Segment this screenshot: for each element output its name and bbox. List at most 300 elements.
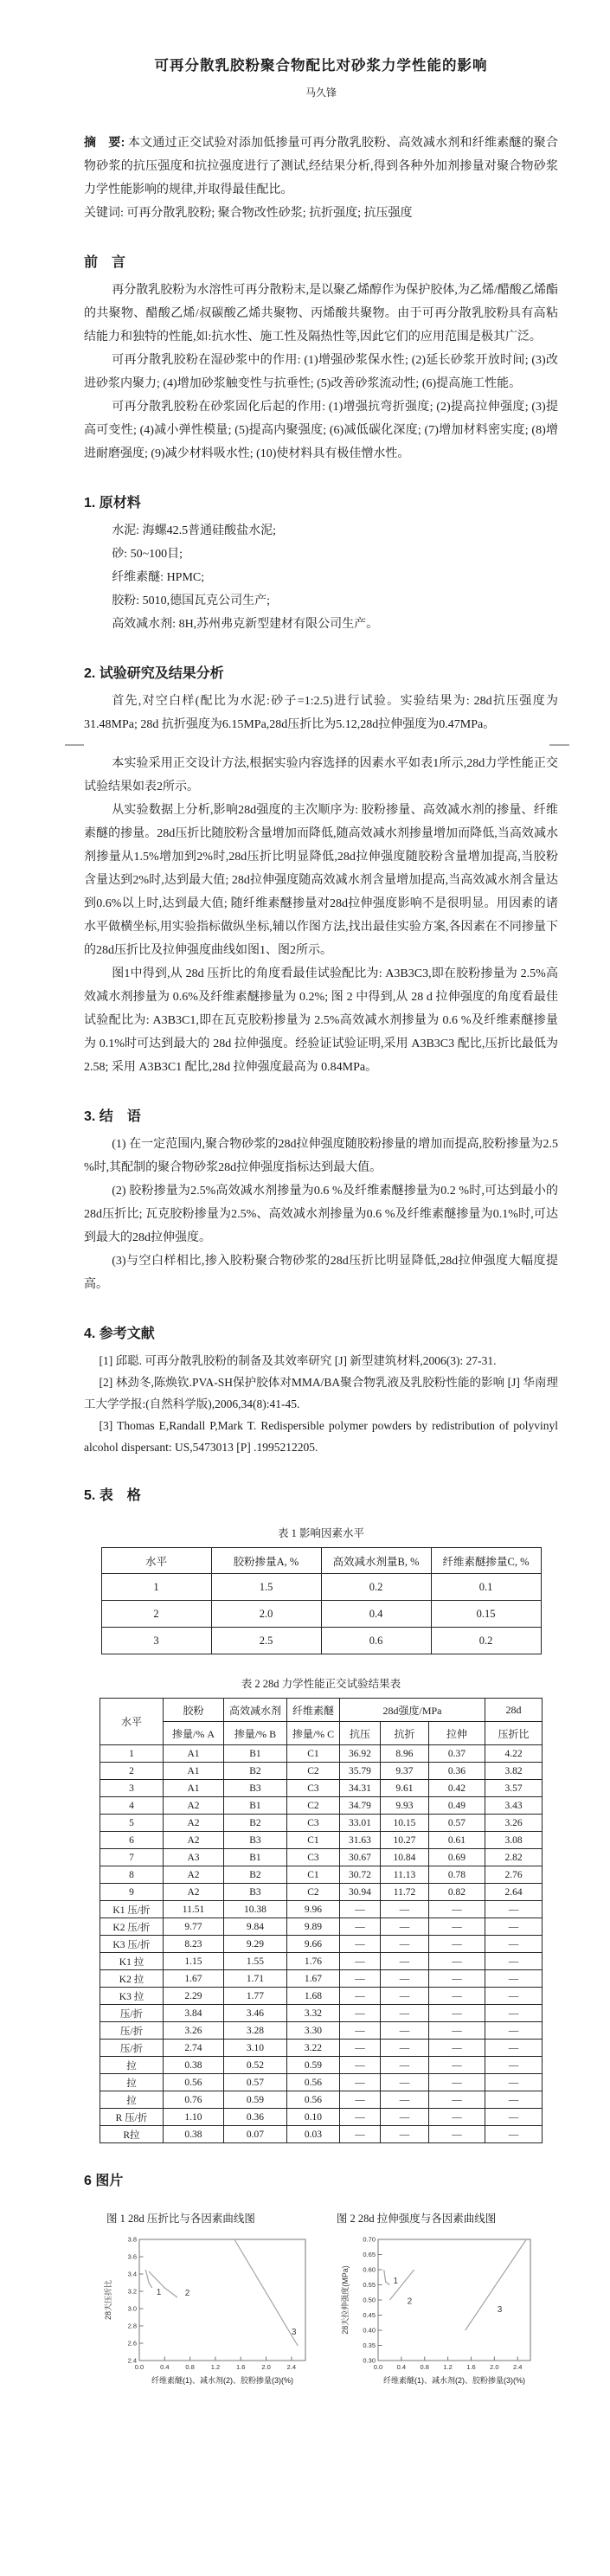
table-header-cell: 胶粉掺量A, % [211, 1548, 321, 1574]
table-cell: 0.82 [428, 1884, 485, 1901]
table-cell: 30.67 [339, 1849, 380, 1866]
table-cell: — [485, 1988, 543, 2005]
table-cell: C2 [286, 1763, 339, 1780]
table-cell: C2 [286, 1797, 339, 1815]
svg-text:0.70: 0.70 [363, 2235, 376, 2244]
table2-orthogonal-results [100, 1698, 543, 2143]
table-cell: 3.08 [485, 1832, 543, 1849]
table-cell: 4 [100, 1797, 163, 1815]
table-cell: 1.77 [223, 1988, 286, 2005]
table-header-cell: 高效减水剂 [223, 1699, 286, 1722]
table-cell: — [485, 1953, 543, 1970]
table-row [100, 1745, 542, 1763]
table-cell: 拉 [100, 2074, 163, 2091]
table-row [100, 1918, 542, 1936]
table-cell: — [380, 1988, 428, 2005]
table-cell: B1 [223, 1745, 286, 1763]
figure1-line-chart [101, 2234, 316, 2399]
table-cell: — [380, 2109, 428, 2126]
table-header-cell: 掺量/% B [223, 1722, 286, 1745]
table-cell: C3 [286, 1780, 339, 1797]
table-cell: 2 [100, 1763, 163, 1780]
paragraph: 再分散乳胶粉为水溶性可再分散粉末,是以聚乙烯醇作为保护胶体,为乙烯/醋酸乙烯酯的共聚物、醋酸乙烯/叔碳酸乙烯共聚物、丙烯酸共聚物。由于可再分散乳胶粉具有高粘结能力和独特的性能,如:抗水性、施工性及隔热性等,因此它们的应用范围是极其广泛。 [84, 284, 558, 344]
table-cell: 0.78 [428, 1866, 485, 1884]
table-cell: 0.57 [223, 2074, 286, 2091]
svg-text:0.4: 0.4 [160, 2363, 170, 2371]
table-cell: — [339, 1936, 380, 1953]
table-row [100, 1953, 542, 1970]
heading-preface: 前 言 [84, 255, 126, 270]
table-cell: 0.69 [428, 1849, 485, 1866]
table-cell: 9.61 [380, 1780, 428, 1797]
svg-text:2.6: 2.6 [127, 2339, 137, 2348]
svg-text:2.4: 2.4 [127, 2356, 137, 2365]
table-cell: R拉 [100, 2126, 163, 2143]
table-cell: — [428, 1970, 485, 1988]
table-cell: 2.74 [163, 2040, 223, 2057]
table-cell: 3.22 [286, 2040, 339, 2057]
svg-text:3: 3 [291, 2328, 297, 2337]
table-cell: 0.56 [286, 2091, 339, 2109]
svg-text:3.8: 3.8 [127, 2235, 137, 2244]
figure2-caption: 图 2 28d 拉伸强度与各因素曲线图 [336, 2213, 497, 2225]
svg-text:1: 1 [393, 2276, 399, 2286]
abstract-text: 本文通过正交试验对添加低掺量可再分散乳胶粉、高效减水剂和纤维素醚的聚合物砂浆的抗压强度和抗拉强度进行了测试,经结果分析,得到各种外加剂掺量对聚合物砂浆力学性能影响的规律,并取得最佳配比。 [84, 137, 558, 196]
table-cell: 9.93 [380, 1797, 428, 1815]
table-row [100, 1763, 542, 1780]
heading-experiment: 2. 试验研究及结果分析 [84, 666, 224, 681]
table-cell: 8.23 [163, 1936, 223, 1953]
table-cell: K2 拉 [100, 1970, 163, 1988]
table-cell: — [380, 2057, 428, 2074]
svg-text:0.45: 0.45 [363, 2311, 376, 2320]
reference-item: [1] 邱聪. 可再分散乳胶粉的制备及其效率研究 [J] 新型建筑材料,2006(3): 27-31. [99, 1354, 497, 1367]
table-cell: — [485, 1918, 543, 1936]
table-row [100, 2040, 542, 2057]
table-cell: 1.55 [223, 1953, 286, 1970]
table-cell: C3 [286, 1815, 339, 1832]
svg-text:1.6: 1.6 [466, 2363, 476, 2371]
table-cell: A2 [163, 1797, 223, 1815]
table-cell: 5 [100, 1815, 163, 1832]
table-cell: — [380, 1970, 428, 1988]
svg-text:0.60: 0.60 [363, 2265, 376, 2274]
conclusion-items [84, 1133, 558, 1296]
table-row [100, 1866, 542, 1884]
table-cell: — [485, 2005, 543, 2022]
conclusion-item: (2) 胶粉掺量为2.5%高效减水剂掺量为0.6 %及纤维素醚掺量为0.2 %时,可达到最小的28d压折比; 瓦克胶粉掺量为2.5%、高效减水剂掺量为0.6 %及纤维素醚掺量为0.1%时,可达到最大的28d拉伸强度。 [84, 1185, 558, 1244]
table-cell: 3.28 [223, 2022, 286, 2040]
table-row [100, 2022, 542, 2040]
table-cell: 0.4 [321, 1601, 431, 1628]
table-cell: — [339, 2091, 380, 2109]
table1-factor-levels [101, 1547, 542, 1654]
reference-item: [2] 林劲冬,陈焕钦.PVA-SH保护胶体对MMA/BA聚合物乳液及乳胶粉性能的影响 [J] 华南理工大学学报:(自然科学版),2006,34(8):41-45. [84, 1376, 558, 1410]
figure2-line-chart [338, 2234, 541, 2399]
table-header-cell: 抗压 [339, 1722, 380, 1745]
table-cell: — [428, 1988, 485, 2005]
table-cell: — [380, 1918, 428, 1936]
table-cell: 拉 [100, 2057, 163, 2074]
table-cell: — [380, 2022, 428, 2040]
table-cell: K3 拉 [100, 1988, 163, 2005]
table-cell: 9.84 [223, 1918, 286, 1936]
table-header-cell: 抗折 [380, 1722, 428, 1745]
svg-text:1: 1 [156, 2288, 162, 2297]
svg-text:3.6: 3.6 [127, 2252, 137, 2261]
table-row [100, 1780, 542, 1797]
svg-text:3: 3 [497, 2305, 503, 2315]
table-cell: 0.52 [223, 2057, 286, 2074]
table-row [100, 1815, 542, 1832]
table-cell: 2.29 [163, 1988, 223, 2005]
table-cell: K2 压/折 [100, 1918, 163, 1936]
heading-conclusion: 3. 结 语 [84, 1109, 141, 1124]
table-cell: 0.36 [223, 2109, 286, 2126]
table-row [101, 1628, 541, 1654]
table-cell: 3.46 [223, 2005, 286, 2022]
table-cell: K3 压/折 [100, 1936, 163, 1953]
svg-text:0.0: 0.0 [373, 2363, 383, 2371]
table-cell: — [428, 2109, 485, 2126]
table-cell: — [380, 2005, 428, 2022]
svg-text:0.8: 0.8 [420, 2363, 429, 2371]
table-cell: 33.01 [339, 1815, 380, 1832]
table-row [100, 1849, 542, 1866]
table-row [100, 2109, 542, 2126]
table-cell: 0.57 [428, 1815, 485, 1832]
svg-text:0.35: 0.35 [363, 2342, 376, 2350]
table-cell: 0.2 [321, 1574, 431, 1601]
svg-text:2.0: 2.0 [490, 2363, 499, 2371]
table-cell: 8 [100, 1866, 163, 1884]
table-cell: 0.6 [321, 1628, 431, 1654]
svg-text:3.2: 3.2 [127, 2287, 137, 2296]
table-header-cell: 水平 [101, 1548, 211, 1574]
material-item: 纤维素醚: HPMC; [112, 571, 205, 584]
preface-paragraphs [84, 279, 558, 466]
table-cell: 0.56 [286, 2074, 339, 2091]
paragraph: 可再分散乳胶粉在湿砂浆中的作用: (1)增强砂浆保水性; (2)延长砂浆开放时间; (3)改进砂浆内聚力; (4)增加砂浆触变性与抗垂性; (5)改善砂浆流动性; (6)提高施工性能。 [84, 354, 558, 390]
table-cell: 10.15 [380, 1815, 428, 1832]
table-cell: 34.79 [339, 1797, 380, 1815]
svg-text:1.6: 1.6 [236, 2363, 246, 2371]
table-header-cell: 掺量/% A [163, 1722, 223, 1745]
table-cell: 3 [101, 1628, 211, 1654]
svg-text:2.0: 2.0 [261, 2363, 271, 2371]
table-row [100, 2005, 542, 2022]
table-cell: — [380, 2040, 428, 2057]
table-cell: 11.13 [380, 1866, 428, 1884]
svg-text:纤维素醚(1)、减水剂(2)、胶粉掺量(3)(%): 纤维素醚(1)、减水剂(2)、胶粉掺量(3)(%) [383, 2376, 525, 2385]
table-cell: R 压/折 [100, 2109, 163, 2126]
heading-materials: 1. 原材料 [84, 496, 141, 511]
page-break-dash-left [65, 744, 84, 746]
table-cell: 30.94 [339, 1884, 380, 1901]
table-cell: — [485, 2040, 543, 2057]
table-cell: 9.66 [286, 1936, 339, 1953]
table-cell: — [339, 2057, 380, 2074]
table-row [100, 1970, 542, 1988]
table-cell: 1.76 [286, 1953, 339, 1970]
table-cell: — [339, 1953, 380, 1970]
table-cell: 0.42 [428, 1780, 485, 1797]
table-cell: 3.26 [485, 1815, 543, 1832]
table-cell: 11.72 [380, 1884, 428, 1901]
heading-references: 4. 参考文献 [84, 1327, 155, 1341]
table-cell: — [428, 2005, 485, 2022]
svg-text:2.8: 2.8 [127, 2322, 137, 2330]
table-cell: 压/折 [100, 2005, 163, 2022]
table-cell: 0.10 [286, 2109, 339, 2126]
table-cell: 0.61 [428, 1832, 485, 1849]
table-row [101, 1601, 541, 1628]
svg-text:3.0: 3.0 [127, 2304, 137, 2313]
figure1-caption: 图 1 28d 压折比与各因素曲线图 [106, 2213, 255, 2225]
svg-text:2.4: 2.4 [286, 2363, 297, 2371]
table-header-cell: 28d [485, 1699, 543, 1722]
table-cell: 0.15 [431, 1601, 541, 1628]
table-cell: 11.51 [163, 1901, 223, 1918]
table-cell: 1 [100, 1745, 163, 1763]
table-cell: — [339, 2126, 380, 2143]
page-break-dash-right [549, 744, 569, 746]
table-cell: C3 [286, 1849, 339, 1866]
table-cell: 3.32 [286, 2005, 339, 2022]
table-cell: 3.57 [485, 1780, 543, 1797]
table-cell: A2 [163, 1884, 223, 1901]
table-cell: A1 [163, 1780, 223, 1797]
table-cell: — [485, 1970, 543, 1988]
table-row [100, 2126, 542, 2143]
table-cell: K1 拉 [100, 1953, 163, 1970]
table-cell: 9.37 [380, 1763, 428, 1780]
table-cell: 9.89 [286, 1918, 339, 1936]
table-cell: 0.59 [286, 2057, 339, 2074]
svg-text:28天拉伸强度(MPa): 28天拉伸强度(MPa) [341, 2265, 350, 2335]
paragraph: 图1中得到,从 28d 压折比的角度看最佳试验配比为: A3B3C3,即在胶粉掺量为 2.5%高效减水剂掺量为 0.6%及纤维素醚掺量为 0.2%; 图 2 中得到,从 28 d 拉伸强度的角度看最佳试验配比为: A3B3C1,即在瓦克胶粉掺量为 2.5%高效减水剂掺量为 0.6 %及纤维素醚掺量为 0.1%时可达到最大的 28d 拉伸强度。经验证试验证明,采用 A3B3C3 配比,压折比最低为 2.58; 采用 A3B3C1 配比,28d 拉伸强度最高为 0.84MPa。 [84, 967, 558, 1074]
table-cell: A1 [163, 1763, 223, 1780]
paragraph: 本实验采用正交设计方法,根据实验内容选择的因素水平如表1所示,28d力学性能正交试验结果如表2所示。 [84, 757, 558, 793]
table-cell: — [485, 2109, 543, 2126]
table-cell: 9.96 [286, 1901, 339, 1918]
table-cell: A1 [163, 1745, 223, 1763]
table-cell: — [485, 2074, 543, 2091]
material-item: 水泥: 海螺42.5普通硅酸盐水泥; [112, 524, 276, 537]
conclusion-item: (1) 在一定范围内,聚合物砂浆的28d拉伸强度随胶粉掺量的增加而提高,胶粉掺量为2.5 %时,其配制的聚合物砂浆28d拉伸强度指标达到最大值。 [84, 1138, 558, 1174]
table-header-cell: 胶粉 [163, 1699, 223, 1722]
table-cell: 拉 [100, 2091, 163, 2109]
table-cell: 压/折 [100, 2022, 163, 2040]
table-cell: 0.56 [163, 2074, 223, 2091]
table-cell: 1.67 [286, 1970, 339, 1988]
table-row [100, 1901, 542, 1918]
table-cell: B3 [223, 1884, 286, 1901]
heading-tables: 5. 表 格 [84, 1488, 141, 1503]
keywords: 关键词: 可再分散乳胶粉; 聚合物改性砂浆; 抗折强度; 抗压强度 [84, 207, 413, 220]
table-cell: — [380, 1953, 428, 1970]
table-cell: — [339, 2005, 380, 2022]
material-item: 高效减水剂: 8H,苏州弗克新型建材有限公司生产。 [112, 618, 379, 631]
svg-text:1.2: 1.2 [210, 2363, 221, 2371]
svg-text:0.55: 0.55 [363, 2281, 376, 2290]
table-cell: — [428, 1936, 485, 1953]
table-cell: — [339, 2109, 380, 2126]
table-cell: 3.84 [163, 2005, 223, 2022]
page-break-marker [84, 744, 558, 746]
table-cell: 0.07 [223, 2126, 286, 2143]
table-cell: — [339, 1970, 380, 1988]
paragraph: 首先,对空白样(配比为水泥:砂子=1:2.5)进行试验。实验结果为: 28d抗压强度为31.48MPa; 28d 抗折强度为6.15MPa,28d压折比为5.12,28d拉伸强度为0.47MPa。 [84, 695, 558, 731]
table-row [100, 1832, 542, 1849]
table-cell: 2.0 [211, 1601, 321, 1628]
table-cell: — [428, 2040, 485, 2057]
table-cell: 9 [100, 1884, 163, 1901]
table-cell: 10.84 [380, 1849, 428, 1866]
table-cell: 1.68 [286, 1988, 339, 2005]
table-cell: 2.5 [211, 1628, 321, 1654]
table-cell: 6 [100, 1832, 163, 1849]
table-cell: 1.71 [223, 1970, 286, 1988]
table-cell: A3 [163, 1849, 223, 1866]
table-cell: B1 [223, 1797, 286, 1815]
table-cell: — [428, 2022, 485, 2040]
table-cell: 1.5 [211, 1574, 321, 1601]
table-cell: B2 [223, 1763, 286, 1780]
table-cell: — [428, 1953, 485, 1970]
table-cell: — [485, 1901, 543, 1918]
svg-text:0.40: 0.40 [363, 2326, 376, 2335]
table-cell: — [485, 2126, 543, 2143]
table-cell: 0.49 [428, 1797, 485, 1815]
svg-text:2.4: 2.4 [513, 2363, 523, 2371]
svg-text:2: 2 [407, 2297, 413, 2307]
table-cell: 3.30 [286, 2022, 339, 2040]
svg-text:2: 2 [184, 2289, 190, 2298]
table2-caption: 表 2 28d 力学性能正交试验结果表 [241, 1678, 401, 1690]
table-cell: 0.76 [163, 2091, 223, 2109]
abstract-label: 摘 要: [84, 135, 125, 149]
table-cell: — [380, 2091, 428, 2109]
svg-text:1.2: 1.2 [443, 2363, 453, 2371]
svg-text:0.0: 0.0 [134, 2363, 144, 2371]
page-title: 可再分散乳胶粉聚合物配比对砂浆力学性能的影响 [154, 58, 488, 74]
table-cell: — [485, 2022, 543, 2040]
table-cell: B3 [223, 1780, 286, 1797]
table-cell: — [380, 1936, 428, 1953]
table-cell: — [339, 1901, 380, 1918]
abstract [84, 131, 558, 202]
table-cell: — [339, 2074, 380, 2091]
table-cell: 1.15 [163, 1953, 223, 1970]
table-header-cell: 28d强度/MPa [339, 1699, 485, 1722]
table-cell: 8.96 [380, 1745, 428, 1763]
table-cell: 0.59 [223, 2091, 286, 2109]
table-cell: C1 [286, 1745, 339, 1763]
table-cell: 1.10 [163, 2109, 223, 2126]
svg-text:纤维素醚(1)、减水剂(2)、胶粉掺量(3)(%): 纤维素醚(1)、减水剂(2)、胶粉掺量(3)(%) [151, 2376, 293, 2385]
svg-text:28天压折比: 28天压折比 [104, 2279, 112, 2321]
table-cell: 压/折 [100, 2040, 163, 2057]
table-cell: 0.1 [431, 1574, 541, 1601]
table-row [101, 1574, 541, 1601]
table1-caption: 表 1 影响因素水平 [277, 1527, 364, 1539]
table-cell: 2.82 [485, 1849, 543, 1866]
table-cell: B1 [223, 1849, 286, 1866]
table-cell: 0.2 [431, 1628, 541, 1654]
table-cell: — [339, 1918, 380, 1936]
table-cell: 1 [101, 1574, 211, 1601]
table-header-row [100, 1722, 542, 1745]
table-cell: 2.64 [485, 1884, 543, 1901]
table-header-cell: 压折比 [485, 1722, 543, 1745]
table-cell: 7 [100, 1849, 163, 1866]
table-cell: 3.82 [485, 1763, 543, 1780]
table-row [100, 1936, 542, 1953]
table-row [100, 2074, 542, 2091]
references-list [84, 1350, 558, 1458]
table-cell: C1 [286, 1832, 339, 1849]
table-cell: — [485, 2091, 543, 2109]
table-cell: 4.22 [485, 1745, 543, 1763]
table-row [100, 2057, 542, 2074]
table-cell: 3.10 [223, 2040, 286, 2057]
table-cell: A2 [163, 1866, 223, 1884]
svg-text:0.65: 0.65 [363, 2251, 376, 2259]
table-cell: 1.67 [163, 1970, 223, 1988]
conclusion-item: (3)与空白样相比,掺入胶粉聚合物砂浆的28d压折比明显降低,28d拉伸强度大幅度提高。 [84, 1255, 558, 1291]
table-cell: — [380, 1901, 428, 1918]
table-cell: — [428, 1901, 485, 1918]
figure-captions [84, 2210, 558, 2226]
table-cell: C2 [286, 1884, 339, 1901]
table-cell: 3.26 [163, 2022, 223, 2040]
table-header-cell: 高效减水剂量B, % [321, 1548, 431, 1574]
table-cell: — [485, 2057, 543, 2074]
table-cell: 31.63 [339, 1832, 380, 1849]
table-cell: B2 [223, 1866, 286, 1884]
paragraph: 可再分散乳胶粉在砂浆固化后起的作用: (1)增强抗弯折强度; (2)提高拉伸强度; (3)提高可变性; (4)减小弹性模量; (5)提高内聚强度; (6)减低碳化深度; (7)增加材料密实度; (8)增进耐磨强度; (9)减少材料吸水性; (10)使材料具有极佳憎水性。 [84, 401, 558, 460]
table-header-cell: 拉伸 [428, 1722, 485, 1745]
material-item: 胶粉: 5010,德国瓦克公司生产; [112, 594, 270, 607]
table-cell: 2.76 [485, 1866, 543, 1884]
table-cell: C1 [286, 1866, 339, 1884]
table-header-cell: 纤维素醚掺量C, % [431, 1548, 541, 1574]
table-cell: 36.92 [339, 1745, 380, 1763]
figures-row [84, 2234, 558, 2399]
table-row [100, 1988, 542, 2005]
table-cell: 35.79 [339, 1763, 380, 1780]
table-row [100, 1884, 542, 1901]
table-cell: — [339, 1988, 380, 2005]
material-item: 砂: 50~100目; [112, 548, 183, 561]
table-cell: 10.27 [380, 1832, 428, 1849]
table-cell: — [428, 2126, 485, 2143]
author: 马久锋 [305, 87, 337, 99]
table-cell: 0.37 [428, 1745, 485, 1763]
table-cell: 3.43 [485, 1797, 543, 1815]
table-cell: 2 [101, 1601, 211, 1628]
paragraph: 从实验数据上分析,影响28d强度的主次顺序为: 胶粉掺量、高效减水剂的掺量、纤维素醚的掺量。28d压折比随胶粉含量增加而降低,随高效减水剂掺量增加而降低,当高效减水剂掺量从1.5%增加到2%时,28d压折比明显降低,28d拉伸强度随胶粉含量增加提高,当胶粉含量达到2%时,达到最大值; 28d拉伸强度随高效减水剂含量增加提高,当高效减水剂含量达到0.6%以上时,达到最大值; 随纤维素醚掺量对28d拉伸强度影响不是很明显。用因素的诸水平做横坐标,用实验指标做纵坐标,辅以作图方法,找出最佳实验方案,各因素在不同掺量下的28d压折比及拉伸强度曲线如图1、图2所示。 [84, 804, 558, 957]
table-header-cell: 水平 [100, 1699, 163, 1745]
table-cell: — [485, 1936, 543, 1953]
table-row [100, 1797, 542, 1815]
reference-item: [3] Thomas E,Randall P,Mark T. Redispersible polymer powders by redistribution of polyvinyl alcohol dispersant: US,5473013 [P] .1995212205. [84, 1419, 558, 1454]
table-cell: — [380, 2074, 428, 2091]
table-cell: 0.38 [163, 2126, 223, 2143]
table-cell: 0.03 [286, 2126, 339, 2143]
table-cell: — [428, 1918, 485, 1936]
